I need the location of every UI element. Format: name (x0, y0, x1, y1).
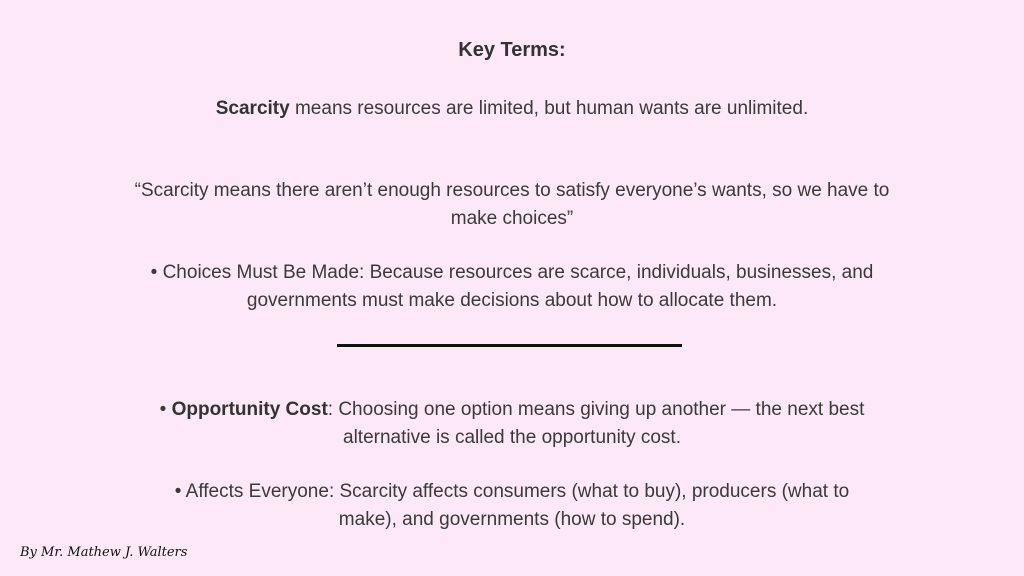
scarcity-term: Scarcity (215, 98, 290, 119)
opportunity-term: Opportunity Cost (171, 399, 328, 420)
opportunity-text: : Choosing one option means giving up another — the next best alternative is called the opportunity cost. (327, 399, 865, 448)
scarcity-quote: “Scarcity means there aren’t enough resources to satisfy everyone’s wants, so we have to make choices” (134, 180, 890, 229)
scarcity-text: means resources are limited, but human wants are unlimited. (289, 98, 809, 119)
choices-bullet: • Choices Must Be Made: Because resources are scarce, individuals, businesses, and governments must make decisions about how to allocate them. (150, 262, 874, 311)
slide-title: Key Terms: (458, 39, 566, 61)
divider-line (337, 344, 682, 347)
scarcity-definition (212, 95, 812, 123)
affects-everyone-bullet: • Affects Everyone: Scarcity affects consumers (what to buy), producers (what to make), and governments (how to spend). (174, 481, 850, 530)
author-credit: By Mr. Mathew J. Walters (20, 545, 188, 560)
opportunity-cost-bullet (132, 396, 892, 452)
opportunity-bullet-mark: • (159, 399, 172, 420)
